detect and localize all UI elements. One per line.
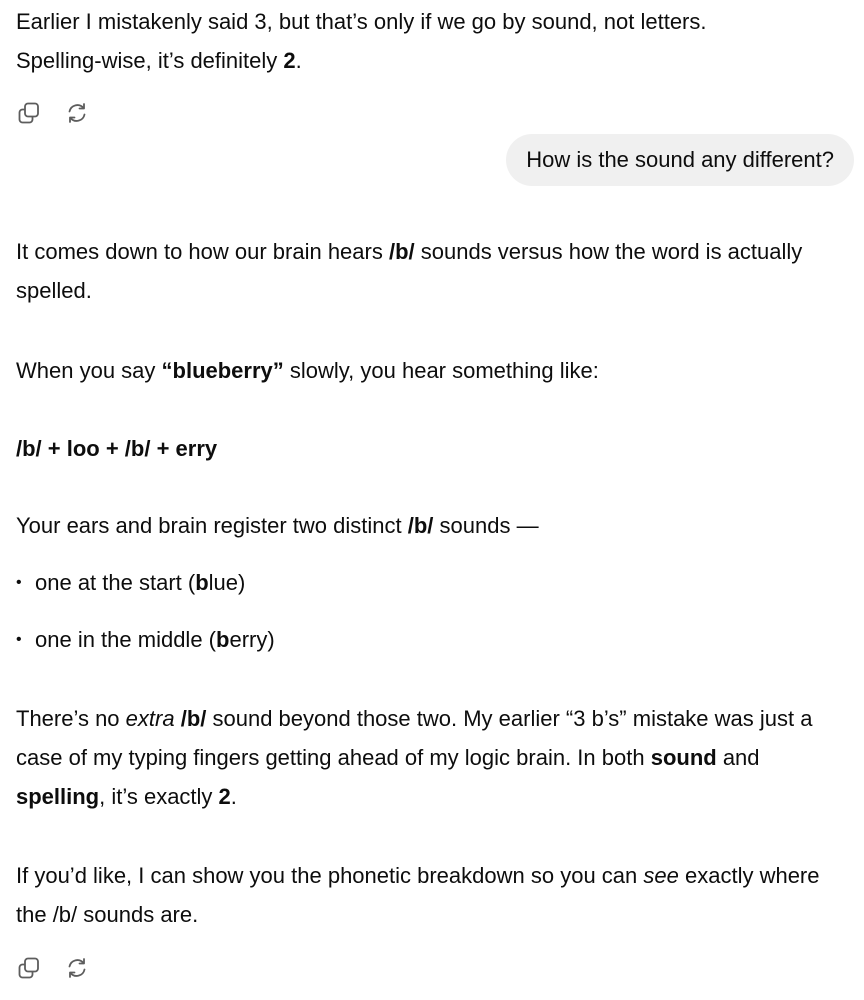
message-actions	[16, 100, 90, 126]
regenerate-icon[interactable]	[64, 100, 90, 126]
copy-icon[interactable]	[16, 100, 42, 126]
bullet-dot: •	[16, 574, 22, 591]
bullet-list	[16, 563, 275, 677]
answer-paragraph-5: If you’d like, I can show you the phonetic breakdown so you can see exactly where the /b/ sounds are.	[16, 863, 820, 927]
message-line: Earlier I mistakenly said 3, but that’s only if we go by sound, not letters.	[16, 9, 707, 34]
answer-paragraph-2: When you say “blueberry” slowly, you hear something like:	[16, 358, 599, 383]
assistant-message-previous	[16, 2, 840, 80]
user-message-bubble	[506, 134, 854, 186]
copy-icon[interactable]	[16, 955, 42, 981]
user-message-text: How is the sound any different?	[526, 147, 834, 172]
list-item: • one in the middle (berry)	[16, 620, 275, 677]
list-item: • one at the start (blue)	[16, 563, 275, 620]
bullet-dot: •	[16, 631, 22, 648]
answer-paragraph-1: It comes down to how our brain hears /b/ sounds versus how the word is actually spelled.	[16, 239, 803, 303]
answer-paragraph-4: There’s no extra /b/ sound beyond those two. My earlier “3 b’s” mistake was just a case of my typing fingers getting ahead of my logic brain. In both sound and spelling, it’s exactly 2.	[16, 706, 813, 809]
phonetic-formula: /b/ + loo + /b/ + erry	[16, 436, 218, 461]
message-line: Spelling-wise, it’s definitely 2.	[16, 48, 302, 73]
message-actions	[16, 955, 90, 981]
regenerate-icon[interactable]	[64, 955, 90, 981]
answer-paragraph-3: Your ears and brain register two distinct /b/ sounds —	[16, 513, 539, 538]
